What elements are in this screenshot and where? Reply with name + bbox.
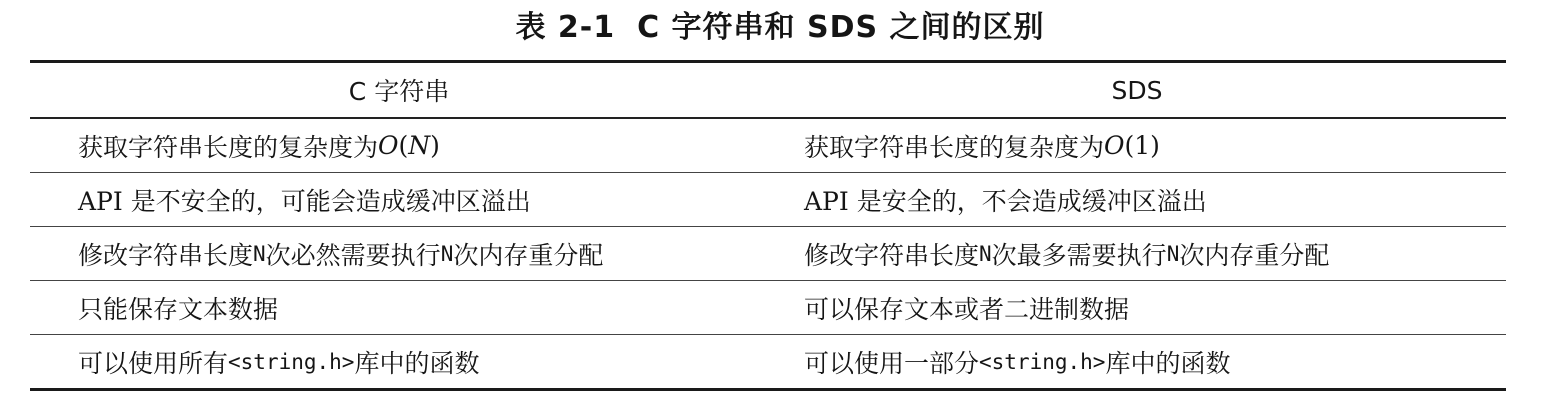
table-caption — [0, 8, 1560, 48]
header-c-string: C 字符串 — [348, 77, 450, 106]
comparison-table — [30, 60, 1506, 391]
cell-sds-realloc: 修改字符串长度 N 次最多需要执行 N 次内存重分配 — [804, 240, 1330, 270]
header-sds: SDS — [1111, 75, 1163, 105]
cell-c-complexity: 获取字符串长度的复杂度为 O ( N ) — [78, 131, 440, 162]
cell-c-data: 只能保存文本数据 — [78, 294, 279, 324]
cell-c-realloc: 修改字符串长度 N 次必然需要执行 N 次内存重分配 — [78, 240, 604, 270]
table-row — [30, 280, 1506, 334]
table-row — [30, 226, 1506, 280]
cell-c-api-safety: API 是不安全的，可能会造成缓冲区溢出 — [78, 186, 531, 216]
table-row — [30, 118, 1506, 172]
cell-sds-data: 可以保存文本或者二进制数据 — [804, 294, 1130, 324]
cell-c-functions: 可以使用所有 <string.h> 库中的函数 — [78, 348, 480, 378]
table-header-row — [30, 63, 1506, 118]
table-number: 表 2-1 — [515, 10, 616, 45]
cell-sds-complexity: 获取字符串长度的复杂度为 O (1) — [804, 131, 1160, 162]
cell-sds-api-safety: API 是安全的，不会造成缓冲区溢出 — [804, 186, 1207, 216]
table-row — [30, 172, 1506, 226]
table-row — [30, 334, 1506, 388]
table-title: C 字符串和 SDS 之间的区别 — [637, 10, 1045, 45]
cell-sds-functions: 可以使用一部分 <string.h> 库中的函数 — [804, 348, 1231, 378]
